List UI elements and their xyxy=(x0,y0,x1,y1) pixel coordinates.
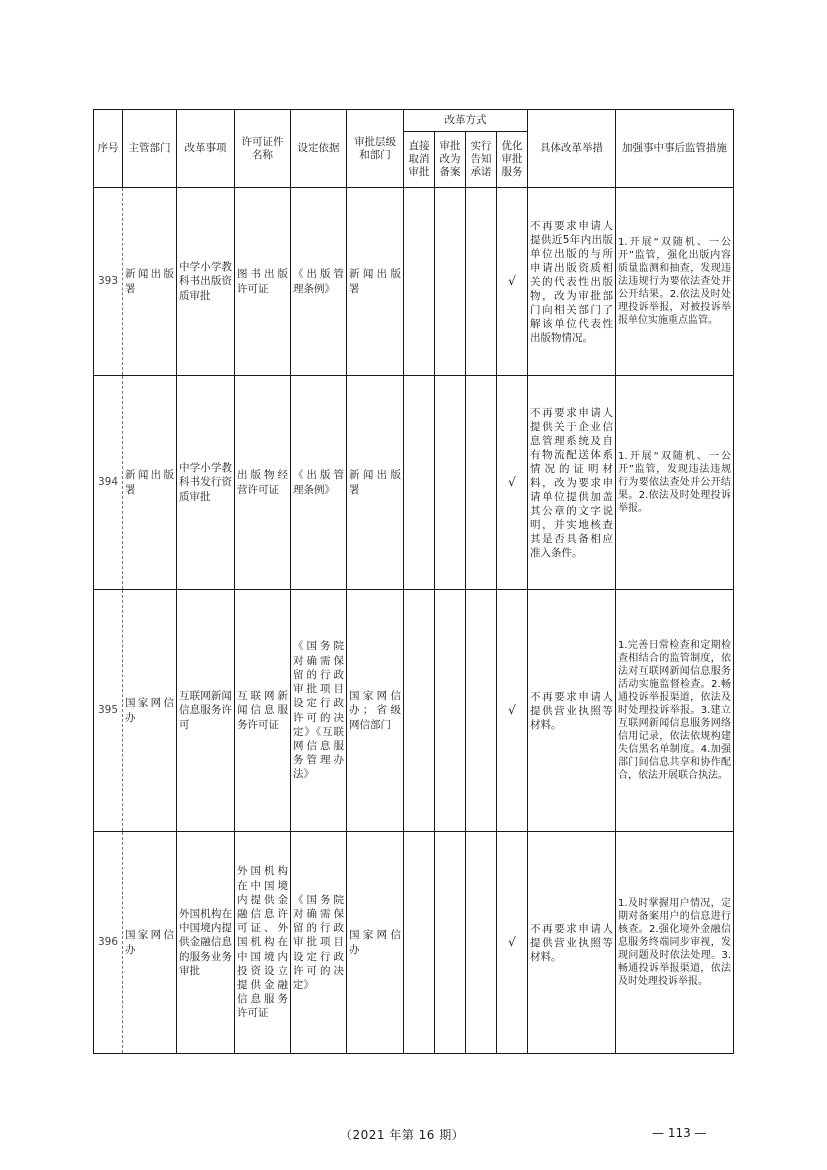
row-license: 互联网新闻信息服务许可证 xyxy=(235,590,291,832)
row-item: 外国机构在中国境内提供金融信息的服务业务审批 xyxy=(177,832,235,1054)
row-measure: 不再要求申请人提供关于企业信息管理系统及自有物流配送体系情况的证明材料，改为要求申请单位提供加盖其公章的文字说明，并实地核查其是否具备相应准入条件。 xyxy=(528,376,616,590)
row-mode-filing xyxy=(435,590,466,832)
row-mode-filing xyxy=(435,376,466,590)
header-mode-cancel: 直接取消审批 xyxy=(404,132,435,188)
row-basis: 《国务院对确需保留的行政审批项目设定行政许可的决定》 xyxy=(291,832,347,1054)
table-row xyxy=(94,590,734,832)
row-mode-cancel xyxy=(404,590,435,832)
row-number: 393 xyxy=(94,188,123,376)
row-mode-optimize-check: √ xyxy=(497,188,528,376)
header-reform-mode: 改革方式 xyxy=(404,110,528,132)
header-mode-filing: 审批改为备案 xyxy=(435,132,466,188)
row-item: 中学小学教科书发行资质审批 xyxy=(177,376,235,590)
row-supervise: 1.开展“双随机、一公开”监管，强化出版内容质量监测和抽查，发现违法违规行为要依法查处并公开结果。2.依法及时处理投诉举报，对被投诉举报单位实施重点监管。 xyxy=(616,188,734,376)
footer-issue-label: （2021 年第 16 期） xyxy=(340,1128,465,1142)
row-mode-optimize-check: √ xyxy=(497,590,528,832)
row-mode-cancel xyxy=(404,188,435,376)
table-row xyxy=(94,376,734,590)
row-number: 395 xyxy=(94,590,123,832)
row-dept: 新闻出版署 xyxy=(123,188,177,376)
row-supervise: 1.开展“双随机、一公开”监管，发现违法违规行为要依法查处并公开结果。2.依法及时处理投诉举报。 xyxy=(616,376,734,590)
row-dept: 国家网信办 xyxy=(123,590,177,832)
row-level: 国家网信办；省级网信部门 xyxy=(347,590,404,832)
row-mode-filing xyxy=(435,832,466,1054)
row-license: 图书出版许可证 xyxy=(235,188,291,376)
row-license: 外国机构在中国境内提供金融信息许可证、外国机构在中国境内投资设立提供金融信息服务许可证 xyxy=(235,832,291,1054)
header-dept: 主管部门 xyxy=(123,110,177,188)
row-number: 394 xyxy=(94,376,123,590)
row-basis: 《国务院对确需保留的行政审批项目设定行政许可的决定》《互联网信息服务管理办法》 xyxy=(291,590,347,832)
row-measure: 不再要求申请人提供近5年内出版单位出版的与所申请出版资质相关的代表性出版物，改为审批部门向相关部门了解该单位代表性出版物情况。 xyxy=(528,188,616,376)
row-mode-commitment xyxy=(466,188,497,376)
row-dept: 国家网信办 xyxy=(123,832,177,1054)
row-level: 新闻出版署 xyxy=(347,188,404,376)
approval-reform-table xyxy=(93,109,734,1054)
table-row xyxy=(94,832,734,1054)
header-supervise: 加强事中事后监管措施 xyxy=(616,110,734,188)
footer-page-number: — 113 — xyxy=(652,1126,707,1140)
header-level: 审批层级和部门 xyxy=(347,110,404,188)
row-mode-filing xyxy=(435,188,466,376)
row-number: 396 xyxy=(94,832,123,1054)
row-mode-cancel xyxy=(404,376,435,590)
header-mode-commitment: 实行告知承诺 xyxy=(466,132,497,188)
row-item: 互联网新闻信息服务许可 xyxy=(177,590,235,832)
header-item: 改革事项 xyxy=(177,110,235,188)
row-mode-commitment xyxy=(466,376,497,590)
row-measure: 不再要求申请人提供营业执照等材料。 xyxy=(528,832,616,1054)
header-measure: 具体改革举措 xyxy=(528,110,616,188)
table-row xyxy=(94,188,734,376)
row-mode-cancel xyxy=(404,832,435,1054)
row-basis: 《出版管理条例》 xyxy=(291,376,347,590)
row-supervise: 1.完善日常检查和定期检查相结合的监管制度，依法对互联网新闻信息服务活动实施监督检查。2.畅通投诉举报渠道，依法及时处理投诉举报。3.建立互联网新闻信息服务网络信用记录，依法依规构建失信黑名单制度。4.加强部门间信息共享和协作配合，依法开展联合执法。 xyxy=(616,590,734,832)
row-level: 国家网信办 xyxy=(347,832,404,1054)
row-mode-commitment xyxy=(466,832,497,1054)
row-dept: 新闻出版署 xyxy=(123,376,177,590)
row-measure: 不再要求申请人提供营业执照等材料。 xyxy=(528,590,616,832)
row-license: 出版物经营许可证 xyxy=(235,376,291,590)
row-mode-optimize-check: √ xyxy=(497,376,528,590)
header-license: 许可证件名称 xyxy=(235,110,291,188)
header-mode-optimize: 优化审批服务 xyxy=(497,132,528,188)
row-item: 中学小学教科书出版资质审批 xyxy=(177,188,235,376)
row-mode-commitment xyxy=(466,590,497,832)
header-basis: 设定依据 xyxy=(291,110,347,188)
row-supervise: 1.及时掌握用户情况，定期对备案用户的信息进行核查。2.强化境外金融信息服务终端同步审视，发现问题及时依法处理。3.畅通投诉举报渠道，依法及时处理投诉举报。 xyxy=(616,832,734,1054)
row-mode-optimize-check: √ xyxy=(497,832,528,1054)
header-no: 序号 xyxy=(94,110,123,188)
row-level: 新闻出版署 xyxy=(347,376,404,590)
row-basis: 《出版管理条例》 xyxy=(291,188,347,376)
